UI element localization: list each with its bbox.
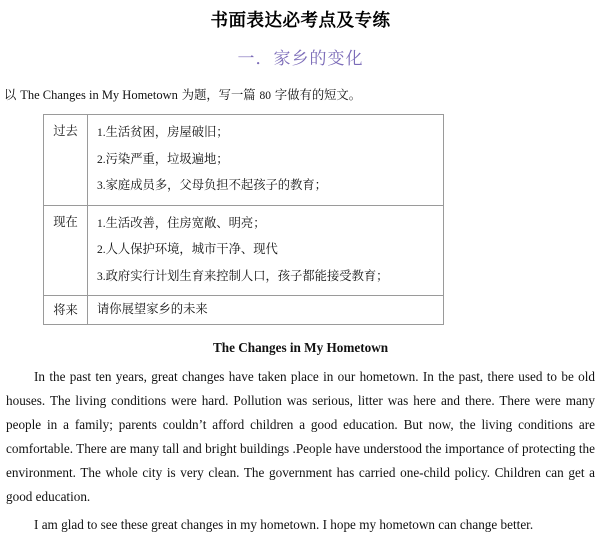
list-item — [97, 120, 437, 147]
list-item-index: 1. — [97, 127, 106, 140]
essay-title: The Changes in My Hometown — [212, 339, 389, 355]
list-item-text: 人人保护环境，城市干净、现代 — [105, 242, 278, 257]
list-item-text: 生活改善，住房宽敞、明亮； — [105, 215, 266, 230]
prompt-topic: The Changes in My Hometown — [20, 88, 178, 103]
table-row — [44, 205, 444, 296]
list-item-text: 政府实行计划生育来控制人口，孩子都能接受教育； — [105, 268, 389, 283]
list-item-index: 2. — [97, 153, 106, 166]
essay-body — [0, 356, 601, 537]
list-item-index: 2. — [97, 244, 106, 257]
list-item — [97, 264, 437, 291]
row-content-past — [88, 115, 444, 206]
list-item — [97, 211, 437, 238]
list-item — [97, 147, 437, 174]
row-content-future — [88, 296, 444, 325]
prompt-suffix: 字做有的短文。 — [274, 88, 362, 103]
prompt-middle: 为题，写一篇 — [181, 88, 256, 103]
table-row — [44, 296, 444, 325]
page-title: 书面表达必考点及专练 — [210, 11, 391, 31]
list-item-index: 3. — [97, 270, 106, 283]
row-content-present — [88, 205, 444, 296]
writing-prompt — [0, 69, 601, 104]
list-item-text: 请你展望家乡的未来 — [97, 302, 208, 317]
list-item-text: 家庭成员多，父母负担不起孩子的教育； — [105, 178, 327, 193]
row-label-future: 将来 — [44, 296, 88, 325]
table-row — [44, 115, 444, 206]
list-item — [97, 237, 437, 264]
list-item-index: 1. — [97, 217, 106, 230]
list-item-text: 生活贫困，房屋破旧； — [105, 125, 229, 140]
list-item-text: 污染严重，垃圾遍地； — [105, 151, 229, 166]
list-item-index: 3. — [97, 180, 106, 193]
prompt-word-count: 80 — [259, 90, 271, 103]
essay-paragraph: I am glad to see these great changes in my hometown. I hope my hometown can change better. — [34, 517, 534, 533]
prompt-prefix: 以 — [4, 88, 17, 103]
list-item — [97, 300, 437, 320]
section-subtitle: 一．家乡的变化 — [237, 48, 364, 69]
essay-paragraph: In the past ten years, great changes have taken place in our hometown. In the past, there used to be old houses. The living conditions were hard. Pollution was serious, litter was here and there. There were many people in a family; parents couldn’t afford children a good education. But now, the living conditions are comfortable. There are many tall and bright buildings .People have understood the importance of protecting the environment. The whole city is very clean. The government has carried one-child policy. Children can get a good education. — [6, 369, 595, 505]
row-label-past: 过去 — [44, 115, 88, 206]
row-label-present: 现在 — [44, 205, 88, 296]
list-item — [97, 173, 437, 200]
outline-table — [43, 114, 444, 325]
